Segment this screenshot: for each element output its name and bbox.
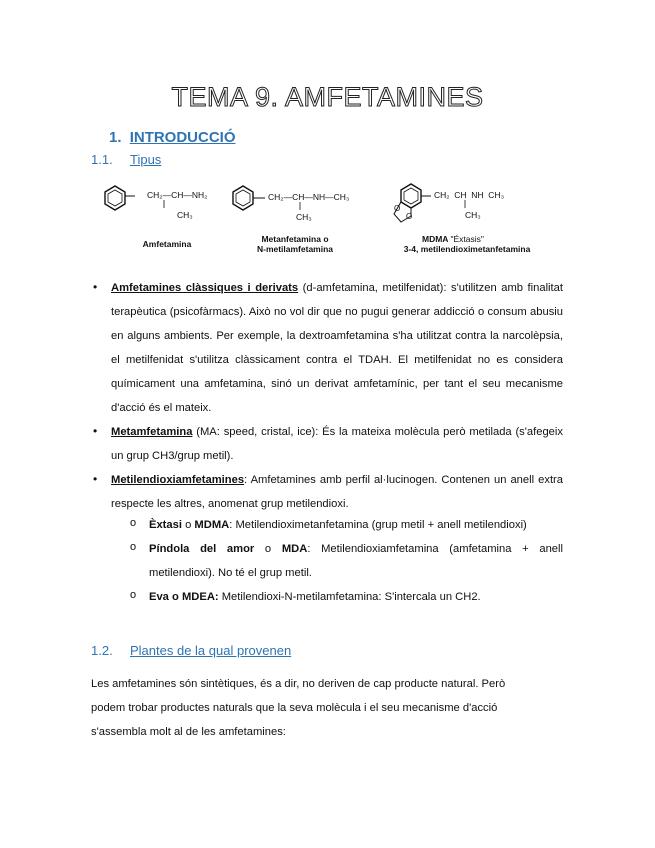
- mdma-label-extasi: "Éxtasis": [450, 234, 484, 244]
- section-1-2-title: Plantes de la qual provenen: [130, 643, 292, 658]
- metamfetamina-chain: CH₂—CH—NH—CH₃: [268, 192, 350, 202]
- bullet-2: [111, 420, 563, 468]
- subbullet-2-term2: MDA: [281, 543, 308, 555]
- mdma-label: [392, 234, 542, 254]
- circle-bullet-icon: o: [130, 589, 137, 601]
- subbullet-1-mid: o: [181, 519, 195, 531]
- bullet-3: [111, 468, 563, 516]
- benzene-ring-icon: [233, 186, 253, 210]
- mdma-label-line1: [392, 234, 542, 244]
- subbullet-1-term2: MDMA: [194, 519, 230, 531]
- section-1-2-heading: [91, 643, 292, 658]
- bullet-1: [111, 276, 563, 420]
- metamfetamina-methyl: CH₃: [296, 212, 312, 222]
- paragraph-line-2: podem trobar productes naturals que la seva molècula i el seu mecanisme d'acció: [91, 702, 498, 714]
- metamfetamina-label: [240, 234, 350, 254]
- bullet-1-term: Amfetamines clàssiques i derivats: [111, 282, 299, 294]
- bullet-2-term: Metamfetamina: [111, 426, 193, 438]
- benzene-ring-icon: [105, 186, 125, 210]
- intro-paragraph: [91, 672, 571, 744]
- subbullet-2-text: : Metilendioxiamfetamina (amfetamina + anell metilendioxi). No té el grup metil.: [149, 543, 563, 579]
- amfetamina-methyl: CH₃: [177, 210, 193, 220]
- section-1-1-title: Tipus: [130, 152, 162, 167]
- circle-bullet-icon: o: [130, 517, 137, 529]
- section-1-title: INTRODUCCIÓ: [129, 129, 236, 146]
- metamfetamina-label-line2: N-metilamfetamina: [256, 244, 334, 254]
- mdma-label-name: MDMA: [422, 234, 449, 244]
- mdma-methyl: CH₃: [465, 210, 481, 220]
- bullet-icon: •: [93, 280, 98, 294]
- subbullet-3: [149, 585, 563, 609]
- bullet-1-text: (d-amfetamina, metilfenidat): s'utilitzen amb finalitat terapèutica (psicofàrmacs). Això no vol dir que no pugui generar addicció o consum abusiu en alguns ambients. Per exemple, la dextroamfetamina s'ha utilitzat contra la narcolèpsia, el metilfenidat s'utilitza clàssicament contra el TDAH. El metilfenidat no es considera químicament una amfetamina, sinó un derivat amfetamínic, per tant el seu mecanisme d'acció és el mateix.: [111, 282, 563, 414]
- methylenedioxy-ring-icon: [394, 184, 421, 222]
- section-1-1-heading: [91, 152, 162, 167]
- section-1-2-number: 1.2.: [91, 643, 113, 658]
- subbullet-2: [149, 537, 563, 585]
- amfetamina-chain: CH₂—CH—NH₂: [147, 190, 208, 200]
- svg-text:O: O: [394, 204, 401, 213]
- mdma-chain: CH₂ CH NH CH₃: [434, 190, 505, 200]
- mdma-label-line2: 3-4, metilendioximetanfetamina: [403, 244, 531, 254]
- page-title: TEMA 9. AMFETAMINES: [171, 82, 484, 112]
- amfetamina-label: Amfetamina: [142, 239, 192, 249]
- section-1-1-number: 1.1.: [91, 152, 113, 167]
- subbullet-1-text: : Metilendioximetanfetamina (grup metil + anell metilendioxi): [229, 519, 527, 531]
- subbullet-3-text: Metilendioxi-N-metilamfetamina: S'intercala un CH2.: [218, 591, 481, 603]
- section-1-number: 1.: [109, 129, 122, 146]
- metamfetamina-label-line1: Metanfetamina o: [261, 234, 329, 244]
- paragraph-line-1: Les amfetamines són sintètiques, és a dir, no deriven de cap producte natural. Però: [91, 678, 506, 690]
- bullet-3-term: Metilendioxiamfetamines: [111, 474, 245, 486]
- subbullet-1-term: Èxtasi: [149, 519, 182, 531]
- section-1-heading: [109, 129, 236, 146]
- circle-bullet-icon: o: [130, 541, 137, 553]
- bullet-3-text: : Amfetamines amb perfil al·lucinogen. Contenen un anell extra respecte les altres, anomenat grup metilendioxi.: [111, 474, 563, 510]
- subbullet-1: [149, 513, 563, 537]
- bullet-icon: •: [93, 424, 98, 438]
- bullet-icon: •: [93, 472, 98, 486]
- bullet-2-text: (MA: speed, cristal, ice): És la mateixa molècula però metilada (s'afegeix un grup CH3/grup metil).: [111, 426, 563, 462]
- svg-text:O: O: [406, 212, 413, 221]
- subbullet-2-term: Píndola del amor: [149, 543, 255, 555]
- paragraph-line-3: s'assembla molt al de les amfetamines:: [91, 726, 286, 738]
- subbullet-2-mid: o: [254, 543, 282, 555]
- subbullet-3-term: Eva o MDEA:: [149, 591, 219, 603]
